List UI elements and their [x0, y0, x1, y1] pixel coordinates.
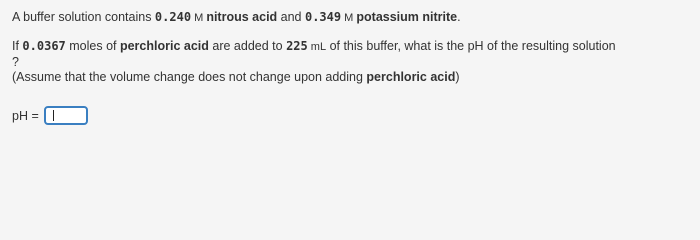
- strong-acid-name: perchloric acid: [119, 39, 209, 53]
- intro-text: A buffer solution contains: [12, 10, 155, 24]
- conjugate-base-name: potassium nitrite: [356, 10, 458, 24]
- base-concentration-unit: M: [341, 12, 357, 24]
- answer-row: [12, 106, 88, 125]
- assumption-acid-name: perchloric acid: [366, 70, 456, 84]
- acid-concentration-unit: M: [191, 12, 207, 24]
- problem-line-3: [12, 55, 19, 69]
- added-to-text: are added to: [208, 39, 287, 53]
- moles-added: 0.0367: [22, 39, 66, 53]
- assumption-prefix: (Assume that the volume change does not change upon adding: [12, 70, 367, 84]
- problem-line-2: [12, 39, 616, 53]
- volume-unit: mL: [307, 41, 327, 53]
- weak-acid-name: nitrous acid: [206, 10, 278, 24]
- if-text: If: [12, 39, 23, 53]
- ph-label: pH =: [12, 108, 39, 123]
- question-mark: ?: [12, 55, 19, 69]
- problem-line-1: [12, 10, 461, 24]
- acid-concentration: 0.240: [154, 10, 192, 24]
- problem-line-4: [12, 70, 460, 84]
- buffer-volume: 225: [286, 39, 308, 53]
- question-text: of this buffer, what is the pH of the resulting solution: [326, 39, 616, 53]
- ph-answer-input[interactable]: [44, 106, 88, 125]
- text-cursor: [53, 110, 54, 121]
- conjunction-text: and: [277, 10, 305, 24]
- assumption-suffix: ): [455, 70, 460, 84]
- line-1-end: .: [457, 10, 461, 24]
- base-concentration: 0.349: [304, 10, 342, 24]
- moles-text: moles of: [65, 39, 120, 53]
